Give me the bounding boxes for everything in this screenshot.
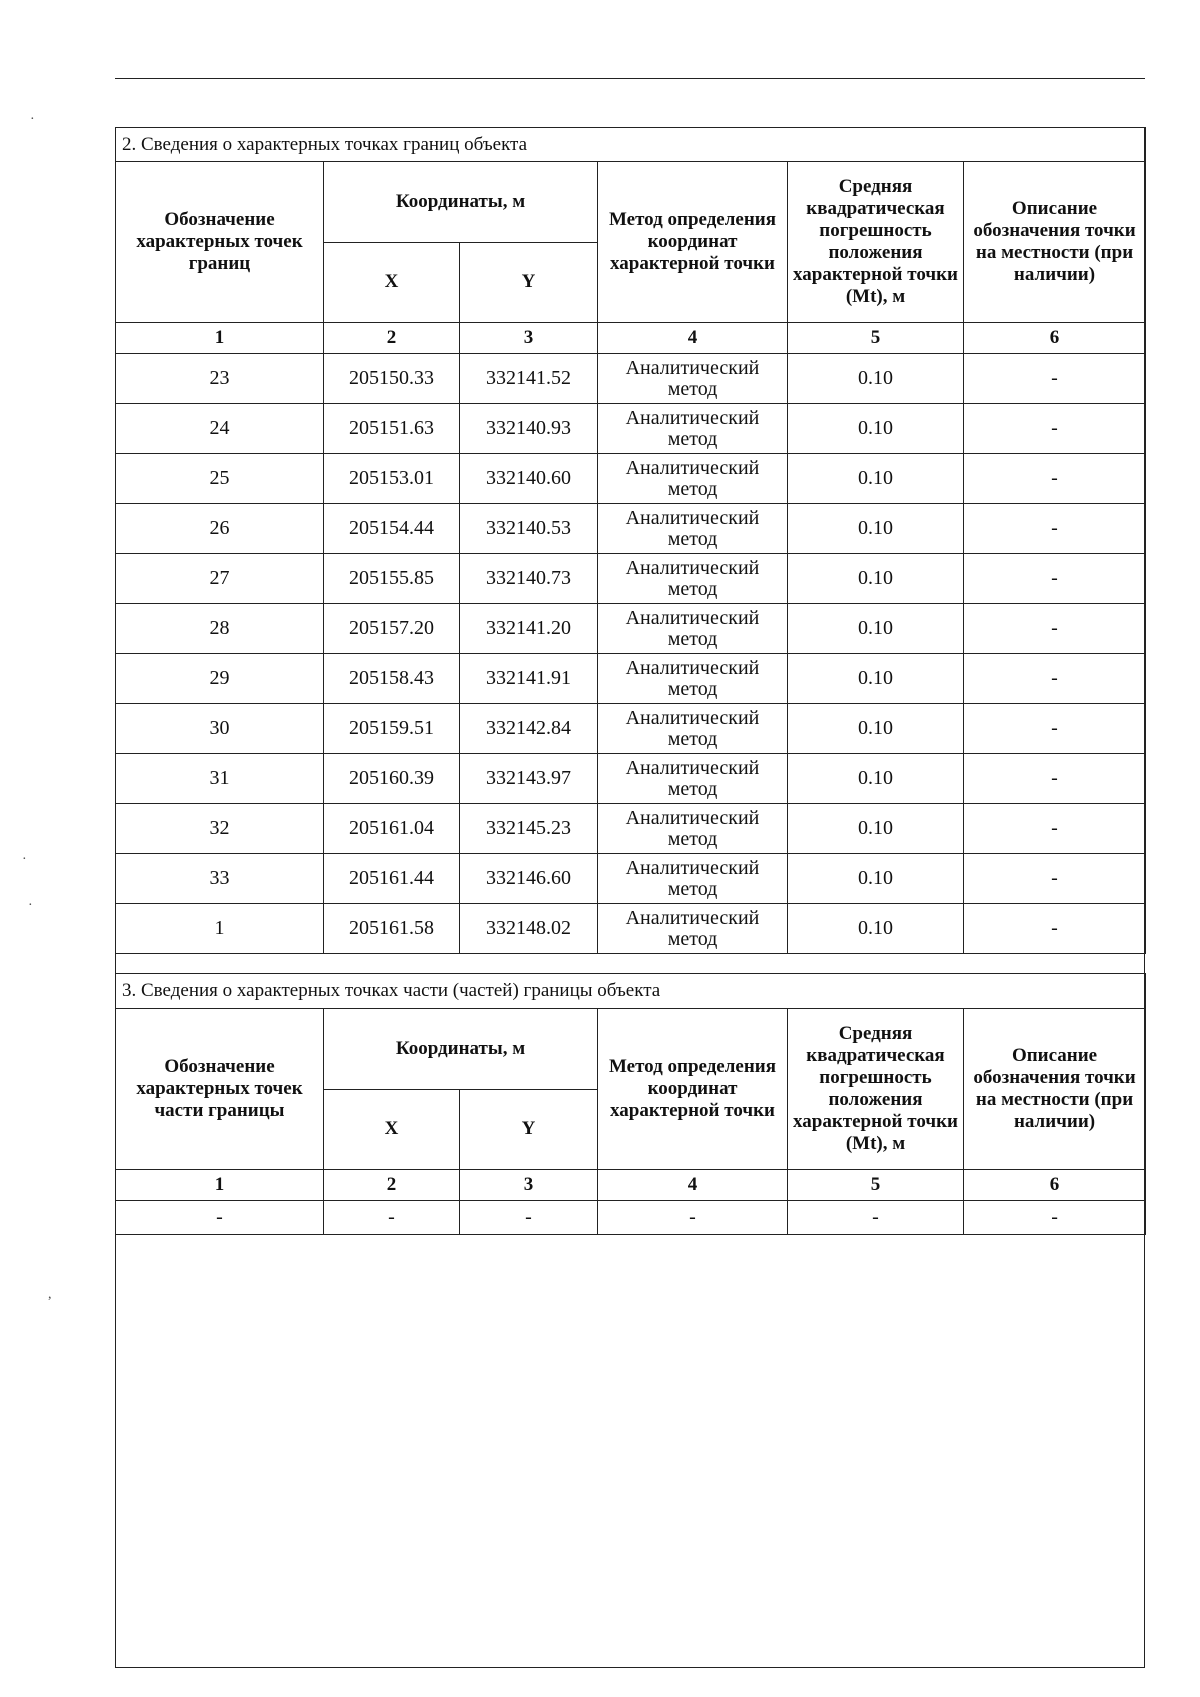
x-coordinate-cell: 205159.51 [324, 704, 460, 754]
y-coordinate-cell: 332141.20 [460, 604, 598, 654]
column-number-row [116, 1170, 1146, 1201]
x-coordinate-cell: 205151.63 [324, 404, 460, 454]
column-number-row [116, 323, 1146, 354]
method-cell: Аналитический метод [598, 704, 788, 754]
table-row [116, 454, 1146, 504]
mean-error-cell: 0.10 [788, 504, 964, 554]
mean-error-cell: 0.10 [788, 804, 964, 854]
x-coordinate-cell: 205155.85 [324, 554, 460, 604]
method-cell: Аналитический метод [598, 454, 788, 504]
description-cell: - [964, 354, 1146, 404]
description-cell: - [964, 804, 1146, 854]
table-row [116, 554, 1146, 604]
table-row [116, 854, 1146, 904]
section2-title: 2. Сведения о характерных точках границ объекта [116, 128, 1146, 162]
method-cell: - [598, 1201, 788, 1235]
header-description: Описание обозначения точки на местности (при наличии) [964, 162, 1146, 323]
point-cell: 27 [116, 554, 324, 604]
method-cell: Аналитический метод [598, 854, 788, 904]
y-coordinate-cell: 332140.53 [460, 504, 598, 554]
section3-title: 3. Сведения о характерных точках части (частей) границы объекта [116, 974, 1146, 1009]
mean-error-cell: 0.10 [788, 854, 964, 904]
y-coordinate-cell: 332148.02 [460, 904, 598, 954]
y-coordinate-cell: 332142.84 [460, 704, 598, 754]
table-row [116, 704, 1146, 754]
y-coordinate-cell: 332140.73 [460, 554, 598, 604]
x-coordinate-cell: 205150.33 [324, 354, 460, 404]
method-cell: Аналитический метод [598, 754, 788, 804]
description-cell: - [964, 404, 1146, 454]
method-cell: Аналитический метод [598, 654, 788, 704]
y-coordinate-cell: 332141.91 [460, 654, 598, 704]
header-x: X [324, 1089, 460, 1170]
scan-speck: , [48, 1287, 52, 1302]
top-rule [115, 78, 1145, 79]
y-coordinate-cell: 332143.97 [460, 754, 598, 804]
point-cell: 28 [116, 604, 324, 654]
description-cell: - [964, 904, 1146, 954]
mean-error-cell: 0.10 [788, 704, 964, 754]
method-cell: Аналитический метод [598, 804, 788, 854]
point-cell: - [116, 1201, 324, 1235]
point-cell: 33 [116, 854, 324, 904]
point-cell: 23 [116, 354, 324, 404]
mean-error-cell: 0.10 [788, 554, 964, 604]
method-cell: Аналитический метод [598, 604, 788, 654]
scan-speck: · [28, 898, 33, 913]
header-method: Метод определения координат характерной точки [598, 1009, 788, 1170]
mean-error-cell: 0.10 [788, 754, 964, 804]
column-number: 2 [324, 1170, 460, 1201]
header-point-designation: Обозначение характерных точек границ [116, 162, 324, 323]
header-description: Описание обозначения точки на местности (при наличии) [964, 1009, 1146, 1170]
point-cell: 1 [116, 904, 324, 954]
section2-table [115, 127, 1146, 954]
mean-error-cell: 0.10 [788, 604, 964, 654]
point-cell: 24 [116, 404, 324, 454]
column-number: 5 [788, 323, 964, 354]
column-number: 1 [116, 323, 324, 354]
column-number: 6 [964, 323, 1146, 354]
table-row [116, 404, 1146, 454]
point-cell: 32 [116, 804, 324, 854]
header-mean-error: Средняя квадратическая погрешность положения характерной точки (Mt), м [788, 1009, 964, 1170]
y-coordinate-cell: 332145.23 [460, 804, 598, 854]
x-coordinate-cell: 205153.01 [324, 454, 460, 504]
table-row [116, 354, 1146, 404]
y-coordinate-cell: 332140.93 [460, 404, 598, 454]
point-cell: 30 [116, 704, 324, 754]
header-point-designation: Обозначение характерных точек части границы [116, 1009, 324, 1170]
table-row [116, 754, 1146, 804]
table-row [116, 504, 1146, 554]
method-cell: Аналитический метод [598, 404, 788, 454]
section3-table [115, 973, 1146, 1235]
point-cell: 26 [116, 504, 324, 554]
column-number: 6 [964, 1170, 1146, 1201]
description-cell: - [964, 554, 1146, 604]
header-coordinates: Координаты, м [324, 162, 598, 243]
scan-speck: · [22, 852, 27, 867]
x-coordinate-cell: 205160.39 [324, 754, 460, 804]
description-cell: - [964, 854, 1146, 904]
x-coordinate-cell: 205161.44 [324, 854, 460, 904]
mean-error-cell: 0.10 [788, 404, 964, 454]
description-cell: - [964, 754, 1146, 804]
x-coordinate-cell: 205157.20 [324, 604, 460, 654]
method-cell: Аналитический метод [598, 904, 788, 954]
x-coordinate-cell: 205161.58 [324, 904, 460, 954]
scan-speck: · [30, 112, 35, 127]
table-row [116, 604, 1146, 654]
description-cell: - [964, 454, 1146, 504]
mean-error-cell: - [788, 1201, 964, 1235]
x-coordinate-cell: 205154.44 [324, 504, 460, 554]
mean-error-cell: 0.10 [788, 904, 964, 954]
point-cell: 29 [116, 654, 324, 704]
column-number: 4 [598, 323, 788, 354]
method-cell: Аналитический метод [598, 354, 788, 404]
description-cell: - [964, 1201, 1146, 1235]
mean-error-cell: 0.10 [788, 354, 964, 404]
header-x: X [324, 242, 460, 323]
y-coordinate-cell: - [460, 1201, 598, 1235]
column-number: 2 [324, 323, 460, 354]
x-coordinate-cell: - [324, 1201, 460, 1235]
description-cell: - [964, 504, 1146, 554]
header-method: Метод определения координат характерной точки [598, 162, 788, 323]
column-number: 3 [460, 1170, 598, 1201]
description-cell: - [964, 704, 1146, 754]
column-number: 5 [788, 1170, 964, 1201]
description-cell: - [964, 654, 1146, 704]
table-row [116, 1201, 1146, 1235]
x-coordinate-cell: 205161.04 [324, 804, 460, 854]
method-cell: Аналитический метод [598, 554, 788, 604]
section3-body [116, 1201, 1146, 1235]
header-y: Y [460, 1089, 598, 1170]
point-cell: 31 [116, 754, 324, 804]
y-coordinate-cell: 332140.60 [460, 454, 598, 504]
point-cell: 25 [116, 454, 324, 504]
section2-body [116, 354, 1146, 954]
column-number: 1 [116, 1170, 324, 1201]
header-mean-error: Средняя квадратическая погрешность положения характерной точки (Mt), м [788, 162, 964, 323]
y-coordinate-cell: 332146.60 [460, 854, 598, 904]
mean-error-cell: 0.10 [788, 654, 964, 704]
column-number: 4 [598, 1170, 788, 1201]
x-coordinate-cell: 205158.43 [324, 654, 460, 704]
header-coordinates: Координаты, м [324, 1009, 598, 1090]
mean-error-cell: 0.10 [788, 454, 964, 504]
description-cell: - [964, 604, 1146, 654]
column-number: 3 [460, 323, 598, 354]
header-y: Y [460, 242, 598, 323]
table-row [116, 654, 1146, 704]
table-row [116, 904, 1146, 954]
y-coordinate-cell: 332141.52 [460, 354, 598, 404]
method-cell: Аналитический метод [598, 504, 788, 554]
table-row [116, 804, 1146, 854]
